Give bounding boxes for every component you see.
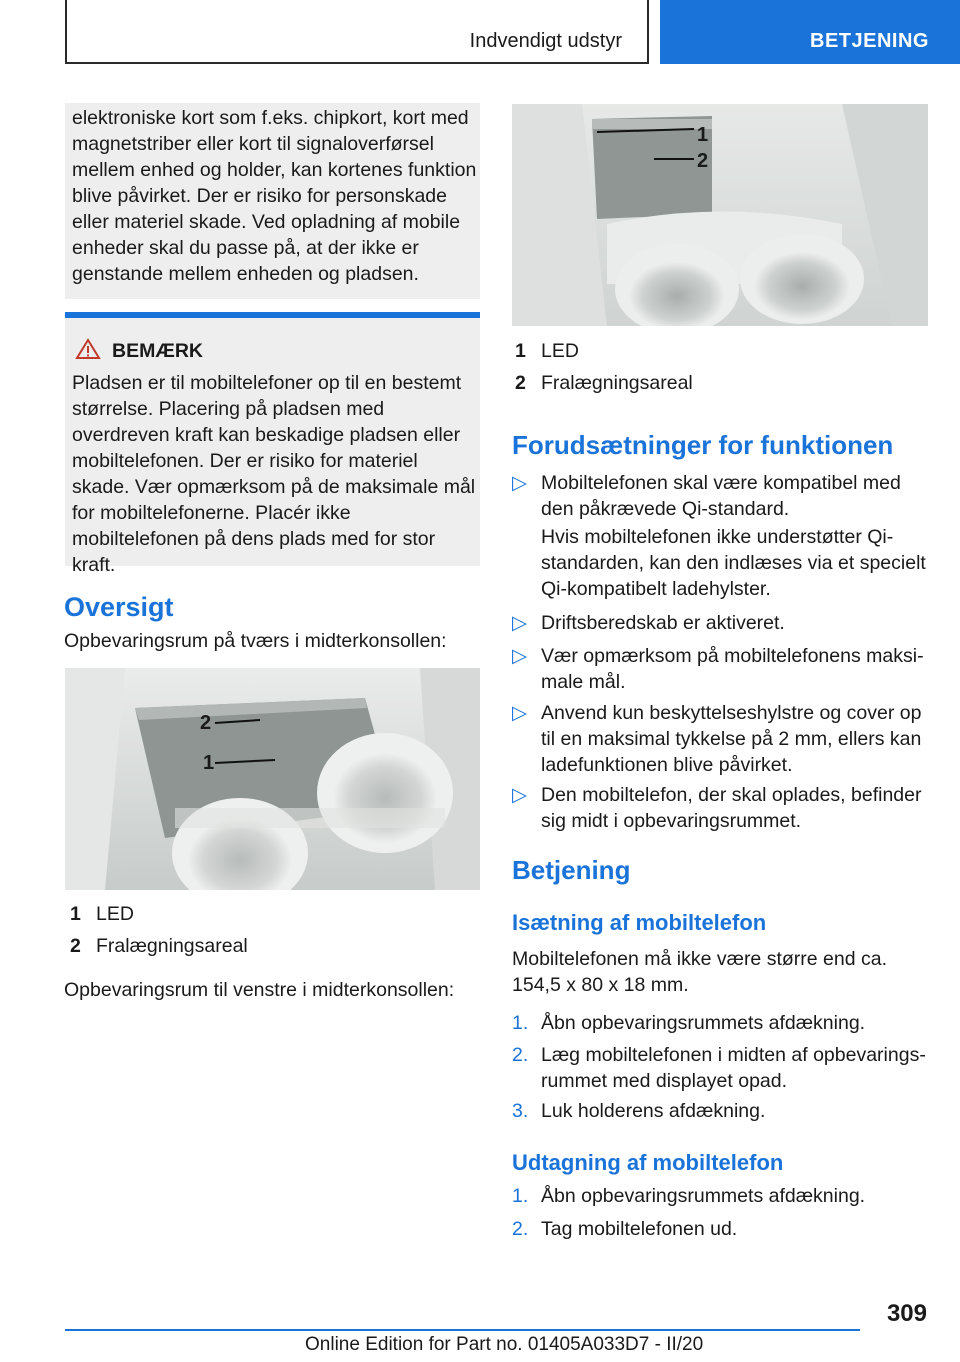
- page-number: 309: [886, 1300, 927, 1327]
- photo-label-2: 2: [200, 712, 212, 734]
- step-number: 3.: [512, 1100, 529, 1122]
- triangle-bullet-icon: ▷: [512, 645, 527, 667]
- list-item-text: Tag mobiltelefonen ud.: [541, 1218, 738, 1240]
- insert-phone-heading: Isætning af mobiltelefon: [512, 910, 767, 935]
- list-item-text: Den mobiltelefon, der skal oplades, befinder sig midt i opbevaringsrummet.: [541, 784, 922, 832]
- legend-text: Fralægningsareal: [96, 935, 248, 957]
- list-item: [512, 1098, 932, 1124]
- list-item: [512, 1216, 932, 1242]
- list-item-text: Åbn opbevaringsrummets afdækning.: [541, 1185, 866, 1207]
- list-item-text: Læg mobiltelefonen i midten af opbevaringsrummet med displayet opad.: [541, 1044, 926, 1092]
- warning-triangle-icon: [75, 338, 101, 360]
- list-item: [512, 1183, 932, 1209]
- triangle-bullet-icon: ▷: [512, 784, 527, 806]
- note-text: Pladsen er til mobiltelefoner op til en bestemt størrelse. Placering på pladsen med overdreven kraft kan beskadige pladsen eller mobiltelefonen. Der er risiko for materiel skade. Vær opmærksom på de maksimale mål for mobiltelefonerne. Placér ikke mobiltelefonen på dens plads med for stor kraft.: [72, 372, 476, 576]
- legend-number: 1: [515, 340, 526, 362]
- footer-edition: Online Edition for Part no. 01405A033D7 - II/20: [305, 1334, 704, 1355]
- list-item: [512, 1010, 932, 1036]
- list-item: [512, 700, 932, 778]
- overview-intro: Opbevaringsrum på tværs i midterkonsollen:: [64, 630, 447, 652]
- photo-label-1: 1: [697, 124, 709, 146]
- legend-number: 2: [70, 935, 81, 957]
- step-number: 1.: [512, 1185, 529, 1207]
- footer-divider: [65, 1329, 860, 1331]
- list-item-text: Driftsberedskab er aktiveret.: [541, 612, 785, 634]
- step-number: 1.: [512, 1012, 529, 1034]
- list-item-text: Åbn opbevaringsrummets afdækning.: [541, 1012, 866, 1034]
- legend-text: LED: [541, 340, 579, 362]
- list-item-text: Hvis mobiltelefonen ikke understøtter Qi-standarden, kan den indlæses via et specielt Qi-kompatibelt ladehylster.: [541, 526, 926, 600]
- header-chapter-tab[interactable]: BETJENING: [660, 0, 960, 64]
- list-item-text: Anvend kun beskyttelseshylstre og cover op til en maksimal tykkelse på 2 mm, ellers kan ladefunktionen blive påvirket.: [541, 702, 922, 776]
- triangle-bullet-icon: ▷: [512, 472, 527, 494]
- console-photo-transverse: [65, 668, 480, 890]
- photo-label-2: 2: [697, 150, 709, 172]
- note-title: BEMÆRK: [112, 340, 203, 362]
- legend-number: 2: [515, 372, 526, 394]
- legend-text: LED: [96, 903, 134, 925]
- warning-continuation-text: elektroniske kort som f.eks. chipkort, kort med magnetstriber eller kort til signaloverførsel mellem enhed og holder, kan kortenes funktion blive påvirket. Der er risiko for personskade eller materiel skade. Ved opladning af mobile enheder skal du passe på, at der ikke er genstande mellem enheden og pladsen.: [72, 107, 477, 285]
- prerequisites-heading: Forudsætninger for funktionen: [512, 430, 894, 460]
- step-number: 2.: [512, 1044, 529, 1066]
- legend-number: 1: [70, 903, 81, 925]
- legend-text: Fralægningsareal: [541, 372, 693, 394]
- insert-phone-intro: Mobiltelefonen må ikke være større end ca. 154,5 x 80 x 18 mm.: [512, 948, 887, 996]
- overview-heading: Oversigt: [64, 592, 174, 622]
- triangle-bullet-icon: ▷: [512, 612, 527, 634]
- remove-phone-heading: Udtagning af mobiltelefon: [512, 1150, 784, 1175]
- photo-label-1: 1: [203, 752, 215, 774]
- list-item-text: Vær opmærksom på mobiltelefonens maksimale mål.: [541, 645, 924, 693]
- header-section-title: Indvendigt udstyr: [469, 30, 622, 52]
- list-item: [512, 782, 932, 834]
- list-item: [512, 470, 932, 522]
- list-item: [512, 610, 932, 636]
- list-item-text: Mobiltelefonen skal være kompatibel med den påkrævede Qi-standard.: [541, 472, 901, 520]
- operation-heading: Betjening: [512, 855, 631, 885]
- list-item: [512, 1042, 932, 1094]
- list-item-text: Luk holderens afdækning.: [541, 1100, 766, 1122]
- list-item: [512, 643, 932, 695]
- list-item: [512, 524, 932, 602]
- triangle-bullet-icon: ▷: [512, 702, 527, 724]
- left-storage-intro: Opbevaringsrum til venstre i midterkonsollen:: [64, 979, 455, 1001]
- console-photo-left: [512, 104, 928, 326]
- step-number: 2.: [512, 1218, 529, 1240]
